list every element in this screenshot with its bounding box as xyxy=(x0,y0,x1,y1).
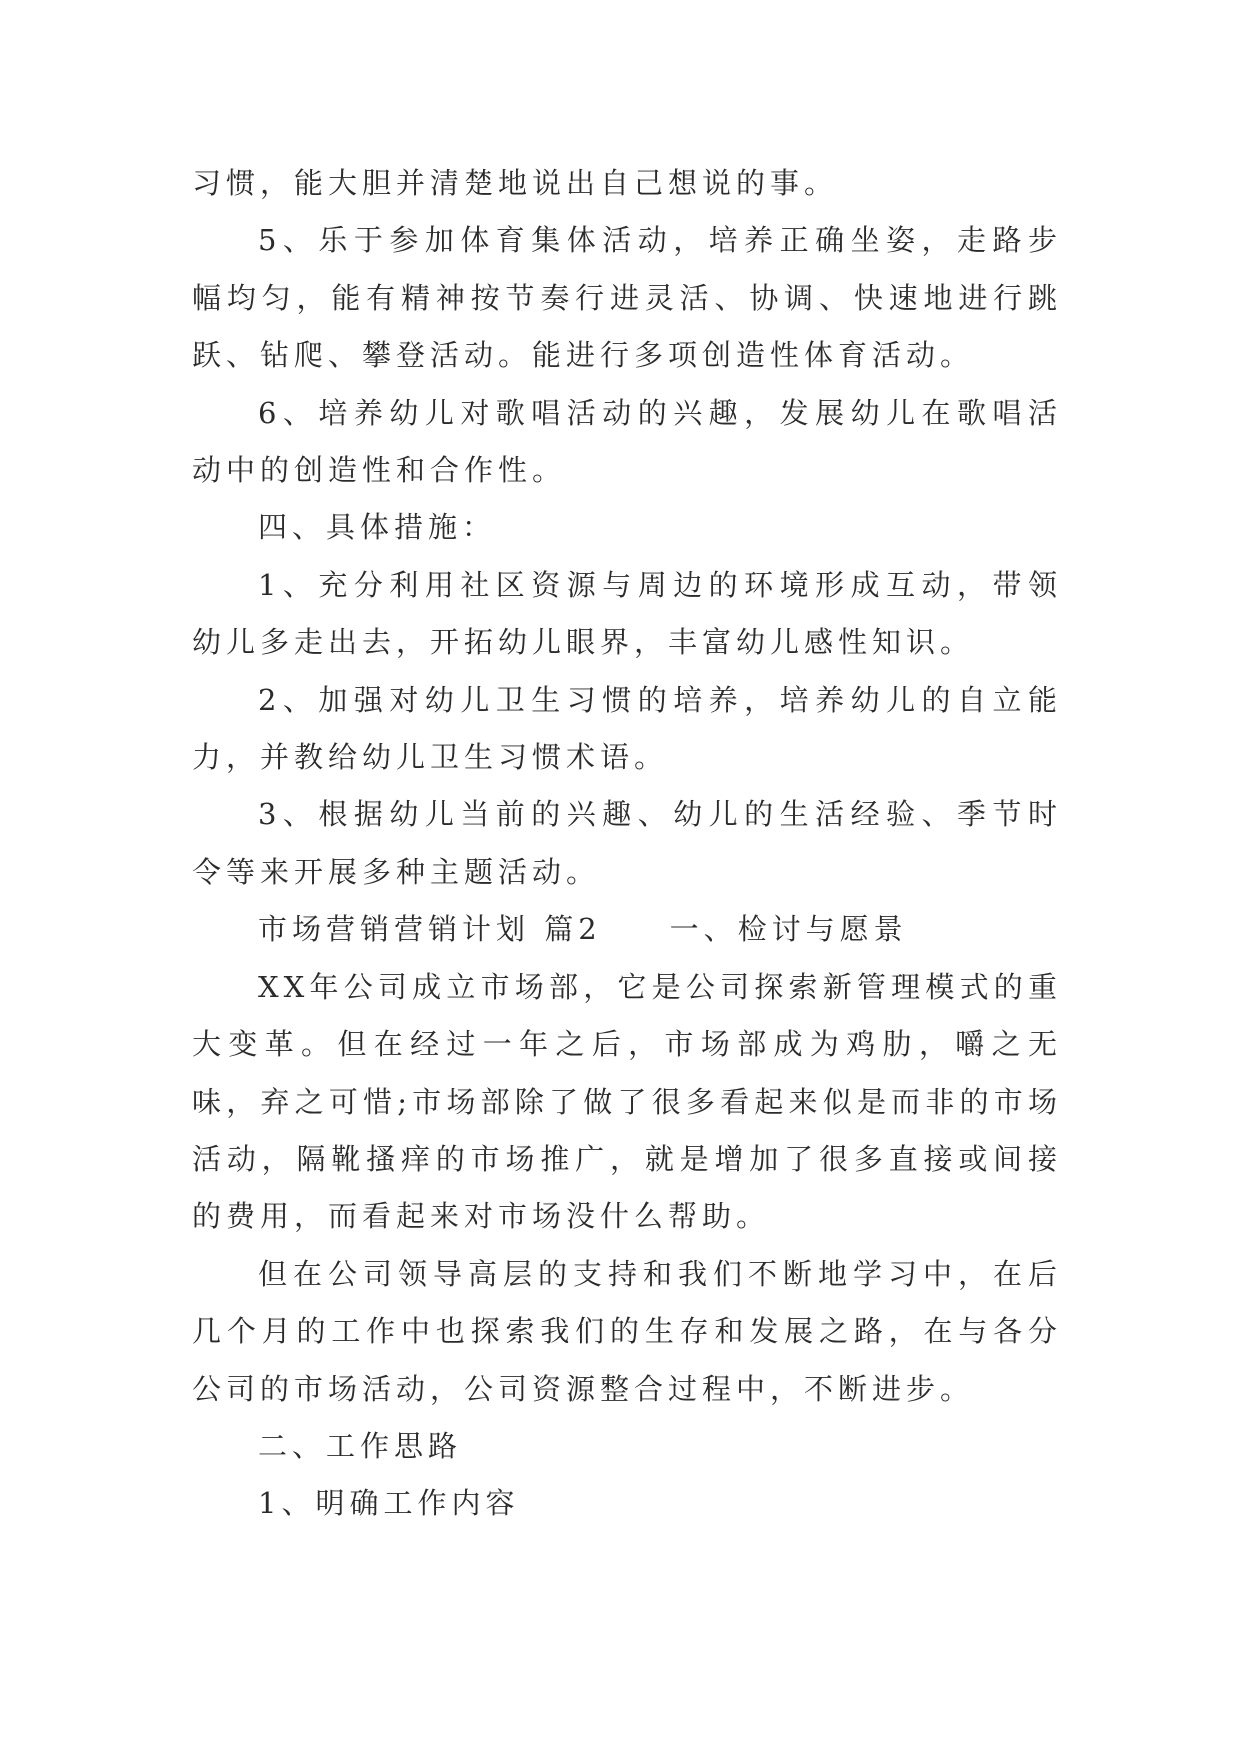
paragraph-item-5: 5、乐于参加体育集体活动，培养正确坐姿，走路步幅均匀，能有精神按节奏行进灵活、协调、快速地进行跳跃、钻爬、攀登活动。能进行多项创造性体育活动。 xyxy=(192,223,1062,373)
paragraph-measure-1: 1、充分利用社区资源与周边的环境形成互动，带领幼儿多走出去，开拓幼儿眼界，丰富幼儿感性知识。 xyxy=(192,567,1062,660)
paragraph-item-6: 6、培养幼儿对歌唱活动的兴趣，发展幼儿在歌唱活动中的创造性和合作性。 xyxy=(192,395,1062,488)
paragraph-measure-3: 3、根据幼儿当前的兴趣、幼儿的生活经验、季节时令等来开展多种主题活动。 xyxy=(192,797,1062,889)
paragraph-idea-1: 1、明确工作内容 xyxy=(258,1486,520,1521)
paragraph-measure-2: 2、加强对幼儿卫生习惯的培养，培养幼儿的自立能力，并教给幼儿卫生习惯术语。 xyxy=(192,682,1062,775)
article-heading: 市场营销营销计划 篇2 一、检讨与愿景 xyxy=(258,912,908,947)
paragraph-review-1: XX年公司成立市场部，它是公司探索新管理模式的重大变革。但在经过一年之后，市场部成为鸡肋，嚼之无味，弃之可惜;市场部除了做了很多看起来似是而非的市场活动，隔靴搔痒的市场推广，就是增加了很多直接或间接的费用，而看起来对市场没什么帮助。 xyxy=(192,969,1062,1234)
paragraph-continuation: 习惯，能大胆并清楚地说出自己想说的事。 xyxy=(192,166,839,200)
section-heading-measures: 四、具体措施： xyxy=(258,510,497,545)
document-body xyxy=(192,155,1062,1533)
section-heading-ideas: 二、工作思路 xyxy=(258,1428,463,1463)
paragraph-review-2: 但在公司领导高层的支持和我们不断地学习中，在后几个月的工作中也探索我们的生存和发展之路，在与各分公司的市场活动，公司资源整合过程中，不断进步。 xyxy=(192,1256,1062,1406)
